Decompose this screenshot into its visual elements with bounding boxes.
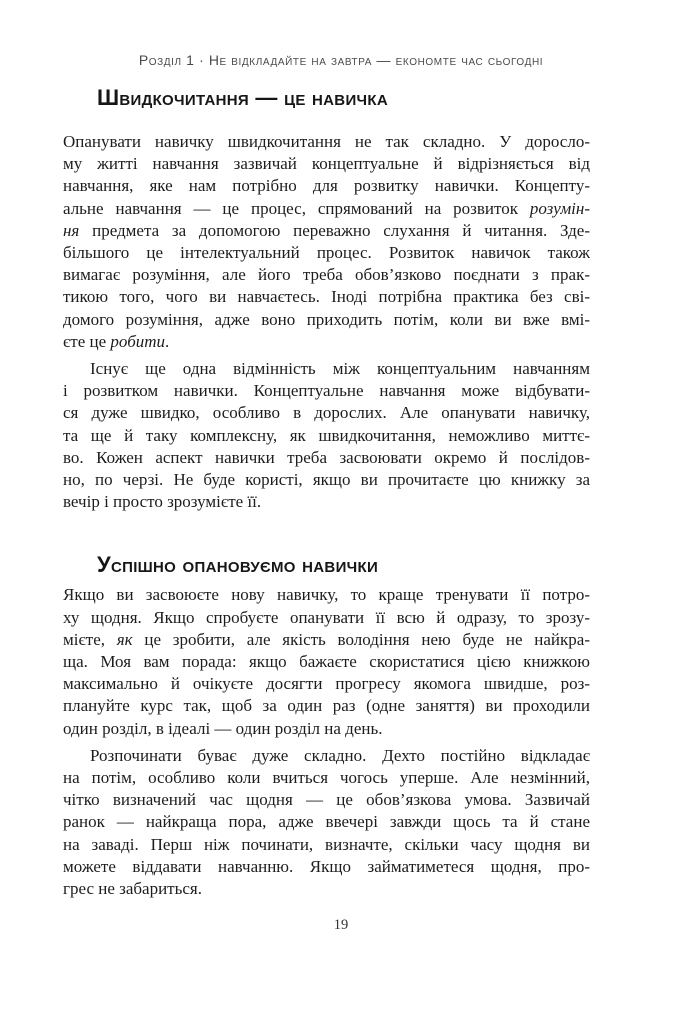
text-line: му житті навчання зазвичай концептуальне й відрізняється від [63,154,590,174]
text-line: тикою того, чого ви навчаєтесь. Іноді потрібна практика без сві- [63,287,590,307]
text-line: плануйте курс так, щоб за один раз (одне заняття) ви проходили [63,696,590,716]
text-line: єте це робити. [63,331,170,351]
text-line: вимагає розуміння, але його треба обов’язково поєднати з прак- [63,265,590,285]
text-line: ранок — найкраща пора, адже ввечері завжди щось та й стане [63,812,590,832]
text-line: більшого це інтелектуальний процес. Розвиток навичок також [63,243,590,263]
paragraph [63,584,590,739]
text-line: ху щодня. Якщо спробуєте опанувати її всю й одразу, то зрозу- [63,607,590,627]
page-number: 19 [333,917,349,933]
section-heading: Швидкочитання — це навичка [97,85,388,110]
text-line: альне навчання — це процес, спрямований на розвиток розумін- [63,198,590,218]
text-line: домого розуміння, адже воно приходить потім, коли ви вже вмі- [63,309,590,329]
text-line: Розпочинати буває дуже складно. Дехто постійно відкладає [90,745,590,765]
text-line: Опанувати навичку швидкочитання не так складно. У доросло- [63,132,590,151]
paragraph [63,745,590,900]
section-heading: Успішно опановуємо навички [97,552,379,578]
text-line: Існує ще одна відмінність між концептуальним навчанням [90,359,590,379]
paragraph [63,358,590,513]
text-line: во. Кожен аспект навички треба засвоювати окремо й послідов- [63,447,590,467]
text-line: на заваді. Перш ніж починати, визначте, скільки часу щодня ви [63,834,590,854]
text-line: мієте, як це зробити, але якість володіння нею буде не найкра- [63,629,590,649]
text-line: і розвитком навички. Концептуальне навчання може відбувати- [63,381,590,401]
text-line: ся дуже швидко, особливо в дорослих. Але опанувати навичку, [63,403,590,423]
text-column [63,84,590,900]
running-header: Розділ 1 · Не відкладайте на завтра — економте час сьогодні [138,52,544,68]
text-line: ща. Моя вам порада: якщо бажаєте скористатися цією книжкою [63,652,590,672]
text-line: навчання, яке нам потрібно для розвитку навички. Концепту- [63,176,590,196]
section-mastering-skills [63,551,590,900]
text-line: на потім, особливо коли вчиться чогось уперше. Але незмінний, [63,768,590,788]
text-line: та ще й таку комплексну, як швидкочитання, неможливо миттє- [63,425,590,445]
text-line: чітко визначений час щодня — це обов’язкова умова. Зазвичай [63,790,590,810]
section-speed-reading-is-a-skill [63,84,590,513]
text-line: максимально й очікуєте досягти прогресу якомога швидше, роз- [63,674,590,694]
text-line: один розділ, в ідеалі — один розділ на день. [63,718,383,738]
text-line: но, по черзі. Не буде користі, якщо ви прочитаєте цю книжку за [63,470,590,490]
text-line: Якщо ви засвоюєте нову навичку, то краще тренувати її потро- [63,585,590,605]
section-paragraphs [63,584,590,900]
paragraph [63,131,590,353]
text-line: можете віддавати навчанню. Якщо займатиметеся щодня, про- [63,856,590,876]
text-line: грес не забариться. [63,879,202,899]
section-paragraphs [63,131,590,513]
text-line: ня предмета за допомогою переважно слухання й читання. Зде- [63,220,590,240]
text-line: вечір і просто зрозумієте її. [63,492,262,512]
